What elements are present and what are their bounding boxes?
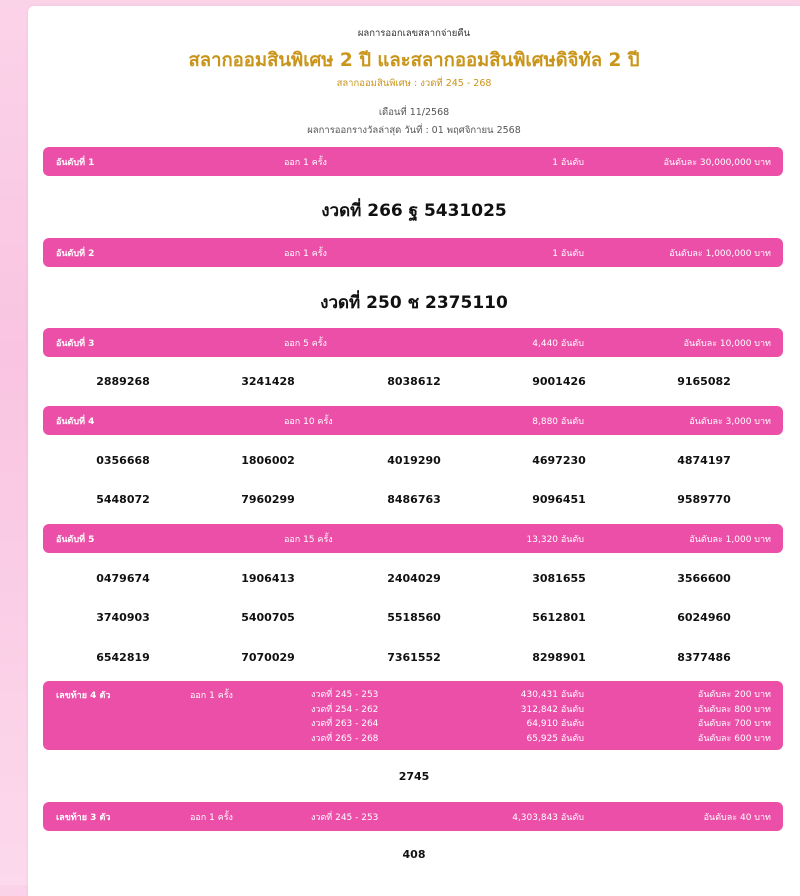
prize-number: 9589770 (677, 493, 731, 506)
prize1-result: งวดที่ 266 ฐ 5431025 (321, 201, 507, 221)
prize-number: 0479674 (96, 572, 150, 585)
prize-number: 8038612 (387, 375, 441, 388)
prize-number: 6024960 (677, 611, 731, 624)
prize-number: 9001426 (532, 375, 586, 388)
last4-ranges (311, 688, 378, 746)
prize-number: 0356668 (96, 454, 150, 467)
last4-bar (43, 681, 783, 750)
last3-result: 408 (402, 848, 426, 861)
prize-number: 9165082 (677, 375, 731, 388)
prize4-times: ออก 10 ครั้ง (284, 416, 333, 427)
prize-number: 5612801 (532, 611, 586, 624)
prize-number: 9096451 (532, 493, 586, 506)
last4-counts (521, 688, 584, 746)
month-label: เดือนที่ 11/2568 (378, 107, 450, 118)
prize3-amount: อันดับละ 10,000 บาท (683, 338, 771, 349)
prize4-label: อันดับที่ 4 (56, 416, 95, 427)
last3-bar (43, 802, 783, 831)
prize-number: 4874197 (677, 454, 731, 467)
prize1-bar (43, 147, 783, 176)
last3-label: เลขท้าย 3 ตัว (56, 812, 111, 823)
prize-number: 2889268 (96, 375, 150, 388)
prize-number: 7070029 (241, 651, 295, 664)
prize5-times: ออก 15 ครั้ง (284, 534, 333, 545)
prize-number: 6542819 (96, 651, 150, 664)
last4-amount: อันดับละ 200 บาท (697, 690, 771, 700)
prize-number: 3081655 (532, 572, 586, 585)
prize1-times: ออก 1 ครั้ง (284, 157, 327, 168)
prize4-amount: อันดับละ 3,000 บาท (689, 416, 771, 427)
last4-count: 312,842 อันดับ (520, 704, 584, 715)
prize-number: 3566600 (677, 572, 731, 585)
prize3-label: อันดับที่ 3 (56, 338, 95, 349)
last4-amount: อันดับละ 700 บาท (697, 719, 771, 729)
last4-count: 64,910 อันดับ (526, 719, 584, 729)
last3-amount: อันดับละ 40 บาท (703, 812, 771, 823)
prize5-amount: อันดับละ 1,000 บาท (689, 534, 771, 545)
prize-number: 4697230 (532, 454, 586, 467)
prize-number: 8377486 (677, 651, 731, 664)
prize-number: 5400705 (241, 611, 295, 624)
last4-range: งวดที่ 263 - 264 (311, 719, 379, 729)
pre-title: ผลการออกเลขสลากจ่ายคืน (357, 28, 471, 39)
prize-number: 1806002 (241, 454, 295, 467)
prize4-bar (43, 406, 783, 435)
prize2-result: งวดที่ 250 ช 2375110 (320, 293, 508, 313)
last4-label: เลขท้าย 4 ตัว (56, 691, 111, 701)
prize3-times: ออก 5 ครั้ง (284, 338, 327, 349)
page-subtitle: สลากออมสินพิเศษ : งวดที่ 245 - 268 (336, 78, 492, 89)
prize-number: 5448072 (96, 493, 150, 506)
last4-range: งวดที่ 254 - 262 (311, 704, 379, 715)
prize2-times: ออก 1 ครั้ง (284, 248, 327, 259)
last4-count: 65,925 อันดับ (526, 733, 584, 744)
last4-amount: อันดับละ 800 บาท (697, 704, 771, 715)
prize1-label: อันดับที่ 1 (56, 157, 95, 168)
last4-times: ออก 1 ครั้ง (190, 691, 233, 701)
prize1-count: 1 อันดับ (552, 157, 584, 168)
prize2-count: 1 อันดับ (552, 248, 584, 259)
page-title: สลากออมสินพิเศษ 2 ปี และสลากออมสินพิเศษดิจิทัล 2 ปี (188, 50, 640, 71)
prize-number: 3241428 (241, 375, 295, 388)
last4-amounts (698, 688, 771, 746)
prize-number: 8486763 (387, 493, 441, 506)
last4-range: งวดที่ 245 - 253 (311, 690, 379, 700)
draw-date-label: ผลการออกรางวัลล่าสุด วันที่ : 01 พฤศจิกายน 2568 (307, 125, 521, 136)
last3-count: 4,303,843 อันดับ (512, 812, 584, 823)
prize4-count: 8,880 อันดับ (532, 416, 584, 427)
prize2-bar (43, 238, 783, 267)
last4-result: 2745 (398, 770, 430, 783)
last3-range: งวดที่ 245 - 253 (311, 812, 379, 823)
prize-number: 3740903 (96, 611, 150, 624)
prize-number: 5518560 (387, 611, 441, 624)
last4-amount: อันดับละ 600 บาท (697, 733, 771, 744)
prize2-amount: อันดับละ 1,000,000 บาท (669, 248, 771, 259)
results-card (28, 6, 800, 896)
prize-number: 2404029 (387, 572, 441, 585)
prize-number: 7361552 (387, 651, 441, 664)
prize-number: 8298901 (532, 651, 586, 664)
prize3-bar (43, 328, 783, 357)
prize2-label: อันดับที่ 2 (56, 248, 95, 259)
last4-count: 430,431 อันดับ (520, 690, 584, 700)
prize5-count: 13,320 อันดับ (526, 534, 584, 545)
prize-number: 7960299 (241, 493, 295, 506)
last4-range: งวดที่ 265 - 268 (311, 733, 379, 744)
prize5-label: อันดับที่ 5 (56, 534, 95, 545)
prize5-bar (43, 524, 783, 553)
last3-times: ออก 1 ครั้ง (190, 812, 233, 823)
prize1-amount: อันดับละ 30,000,000 บาท (663, 157, 771, 168)
prize-number: 1906413 (241, 572, 295, 585)
prize3-count: 4,440 อันดับ (532, 338, 584, 349)
prize-number: 4019290 (387, 454, 441, 467)
